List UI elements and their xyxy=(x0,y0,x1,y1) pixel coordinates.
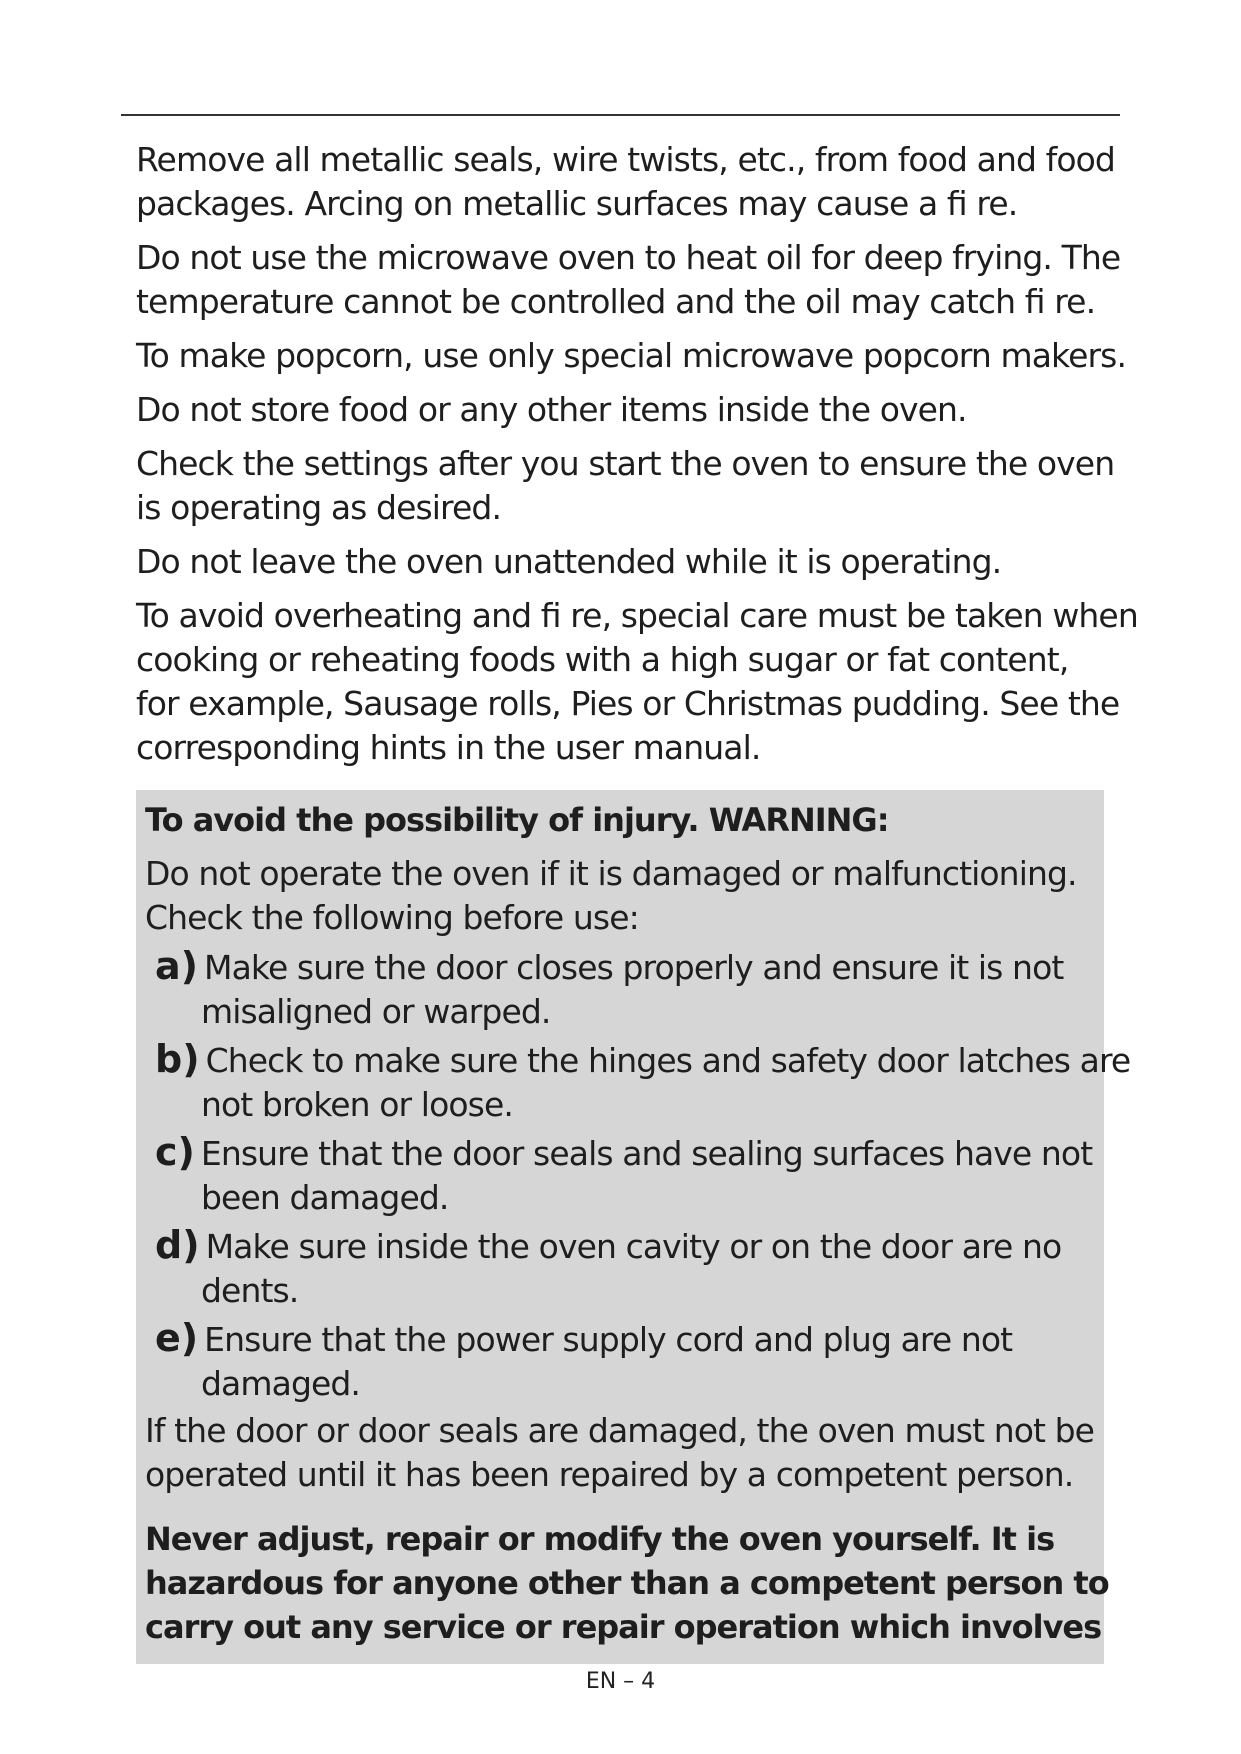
text-line: To avoid overheating and ﬁ re, special care must be taken when xyxy=(136,596,1138,635)
warning-closing xyxy=(145,1409,1100,1497)
check-item-letter: e) xyxy=(155,1316,199,1360)
check-item xyxy=(145,1223,1100,1313)
paragraph-check-settings xyxy=(136,442,1116,530)
text-line: temperature cannot be controlled and the oil may catch ﬁ re. xyxy=(136,282,1096,321)
check-item-letter: a) xyxy=(155,944,199,988)
check-item-first-line xyxy=(145,1316,1100,1362)
text-line: Do not operate the oven if it is damaged or malfunctioning. xyxy=(145,854,1077,893)
check-item-letter: c) xyxy=(155,1130,195,1174)
check-item-first-line xyxy=(145,1223,1100,1269)
paragraph-deep-frying xyxy=(136,236,1121,324)
text-line: Never adjust, repair or modify the oven yourself. It is xyxy=(145,1520,1055,1558)
text-line: operated until it has been repaired by a competent person. xyxy=(145,1455,1074,1494)
check-item-continuation: been damaged. xyxy=(201,1178,449,1217)
text-line: is operating as desired. xyxy=(136,488,502,527)
text-line: packages. Arcing on metallic surfaces may cause a ﬁ re. xyxy=(136,184,1018,223)
check-item-text: Check to make sure the hinges and safety door latches are xyxy=(205,1041,1131,1080)
check-item-text: Make sure inside the oven cavity or on the door are no xyxy=(205,1227,1062,1266)
text-line: cooking or reheating foods with a high sugar or fat content, xyxy=(136,640,1069,679)
check-item-first-line xyxy=(145,944,1100,990)
warning-content xyxy=(145,790,1131,1649)
check-item-continuation: not broken or loose. xyxy=(201,1085,513,1124)
paragraph-overheating xyxy=(136,594,1138,770)
warning-heading: To avoid the possibility of injury. WARNING: xyxy=(145,801,889,839)
safety-instructions xyxy=(136,138,1138,780)
paragraph-popcorn xyxy=(136,334,1127,378)
paragraph-unattended xyxy=(136,540,1116,584)
text-line: Do not leave the oven unattended while it is operating. xyxy=(136,542,1002,581)
text-line: for example, Sausage rolls, Pies or Christmas pudding. See the xyxy=(136,684,1120,723)
check-item-continuation: misaligned or warped. xyxy=(201,992,551,1031)
text-line: Remove all metallic seals, wire twists, etc., from food and food xyxy=(136,140,1115,179)
check-item xyxy=(145,1037,1131,1127)
check-item xyxy=(145,944,1100,1034)
check-item-text: Ensure that the door seals and sealing surfaces have not xyxy=(200,1134,1093,1173)
text-line: Check the following before use: xyxy=(145,898,639,937)
text-line: To make popcorn, use only special microwave popcorn makers. xyxy=(136,336,1127,375)
check-list xyxy=(145,944,1131,1406)
header-rule xyxy=(121,114,1120,116)
text-line: If the door or door seals are damaged, the oven must not be xyxy=(145,1411,1095,1450)
warning-repair-notice xyxy=(145,1517,1109,1649)
paragraph-storage xyxy=(136,388,1116,432)
text-line: Do not use the microwave oven to heat oil for deep frying. The xyxy=(136,238,1121,277)
check-item xyxy=(145,1130,1100,1220)
text-line: Check the settings after you start the oven to ensure the oven xyxy=(136,444,1115,483)
check-item-continuation: damaged. xyxy=(201,1364,361,1403)
text-line: corresponding hints in the user manual. xyxy=(136,728,761,767)
warning-box xyxy=(136,790,1131,1664)
check-item-letter: b) xyxy=(155,1037,200,1081)
text-line: hazardous for anyone other than a competent person to xyxy=(145,1564,1109,1602)
check-item-text: Make sure the door closes properly and ensure it is not xyxy=(204,948,1064,987)
text-line: carry out any service or repair operation which involves xyxy=(145,1608,1102,1646)
check-item xyxy=(145,1316,1100,1406)
check-item-letter: d) xyxy=(155,1223,200,1267)
text-line: Do not store food or any other items inside the oven. xyxy=(136,390,967,429)
page-number: EN – 4 xyxy=(585,1669,656,1694)
warning-intro xyxy=(145,852,1100,940)
check-item-continuation: dents. xyxy=(201,1271,299,1310)
check-item-first-line xyxy=(145,1037,1131,1083)
check-item-first-line xyxy=(145,1130,1100,1176)
check-item-text: Ensure that the power supply cord and plug are not xyxy=(204,1320,1013,1359)
paragraph-metallic-seals xyxy=(136,138,1116,226)
